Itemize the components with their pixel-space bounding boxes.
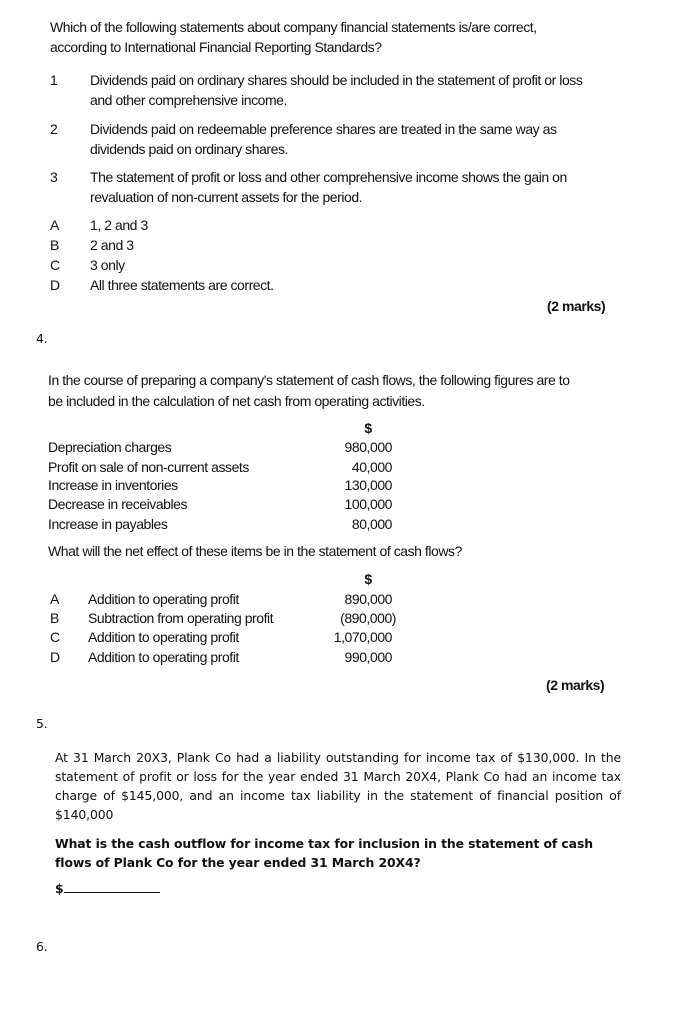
q4-number: 4. [36,331,48,346]
q4-option-value: 990,000 [344,649,392,665]
q4-option-text: Addition to operating profit [88,629,239,645]
q3-option-text: 3 only [90,257,125,273]
q4-option-value: 1,070,000 [333,629,392,645]
q4-item-label: Increase in payables [48,516,168,532]
q4-item-value: 980,000 [344,439,392,455]
q3-statement-number: 3 [50,169,58,185]
q5-number: 5. [36,716,48,731]
q3-option-text: 1, 2 and 3 [90,217,148,233]
q3-option-letter: D [50,277,60,293]
q4-item-value: 130,000 [344,477,392,493]
q4-item-label: Decrease in receivables [48,496,188,512]
q4-option-text: Addition to operating profit [88,649,239,665]
q3-statement-text: and other comprehensive income. [90,92,287,108]
q3-statement-number: 1 [50,72,58,88]
q4-marks: (2 marks) [546,677,605,693]
q3-statement-text: Dividends paid on ordinary shares should be included in the statement of profit or loss [90,72,583,88]
q4-option-text: Addition to operating profit [88,591,239,607]
q4-item-value: 100,000 [344,496,392,512]
q3-statement-number: 2 [50,121,58,137]
q4-option-letter: B [50,610,59,626]
q4-item-value: 80,000 [351,516,392,532]
q4-item-label: Depreciation charges [48,439,172,455]
q3-option-text: All three statements are correct. [90,277,274,293]
q3-statement-text: The statement of profit or loss and other comprehensive income shows the gain on [90,169,567,185]
q4-option-letter: D [50,649,60,665]
q4-item-label: Increase in inventories [48,477,178,493]
q4-intro-line1: In the course of preparing a company's statement of cash flows, the following figures are to [48,372,570,388]
q3-stem-line1: Which of the following statements about company financial statements is/are correct, [50,19,537,35]
q5-answer-line[interactable] [55,880,160,896]
q5-answer-prefix: $ [55,881,64,896]
q3-statement-text: revaluation of non-current assets for the period. [90,189,363,205]
q4-option-text: Subtraction from operating profit [88,610,274,626]
q5-question: What is the cash outflow for income tax for inclusion in the statement of cash flows of Plank Co for the year ended 31 March 20X4? [55,836,593,870]
q3-stem-line2: according to International Financial Reporting Standards? [50,39,382,55]
q4-question: What will the net effect of these items be in the statement of cash flows? [48,543,462,559]
q3-marks: (2 marks) [547,298,606,314]
q4-option-value: 890,000 [344,591,392,607]
q4-intro-line2: be included in the calculation of net cash from operating activities. [48,393,425,409]
q4-item-value: 40,000 [351,459,392,475]
q4-options-currency-header: $ [364,571,372,587]
q3-option-letter: C [50,257,60,273]
q6-number: 6. [36,939,48,954]
q4-option-value: (890,000) [340,610,396,626]
q4-option-letter: C [50,629,60,645]
q4-item-label: Profit on sale of non-current assets [48,459,249,475]
q3-option-letter: B [50,237,59,253]
q3-option-text: 2 and 3 [90,237,134,253]
q3-statement-text: Dividends paid on redeemable preference shares are treated in the same way as [90,121,557,137]
q4-option-letter: A [50,591,59,607]
q4-currency-header: $ [364,420,372,436]
q3-statement-text: dividends paid on ordinary shares. [90,141,288,157]
q5-answer-blank[interactable] [64,880,160,893]
q3-option-letter: A [50,217,59,233]
q5-paragraph: At 31 March 20X3, Plank Co had a liability outstanding for income tax of $130,000. In the statement of profit or loss for the year ended 31 March 20X4, Plank Co had an income tax charge of $145,000, and an income tax liability in the statement of financial position of $140,000 [55,750,621,822]
